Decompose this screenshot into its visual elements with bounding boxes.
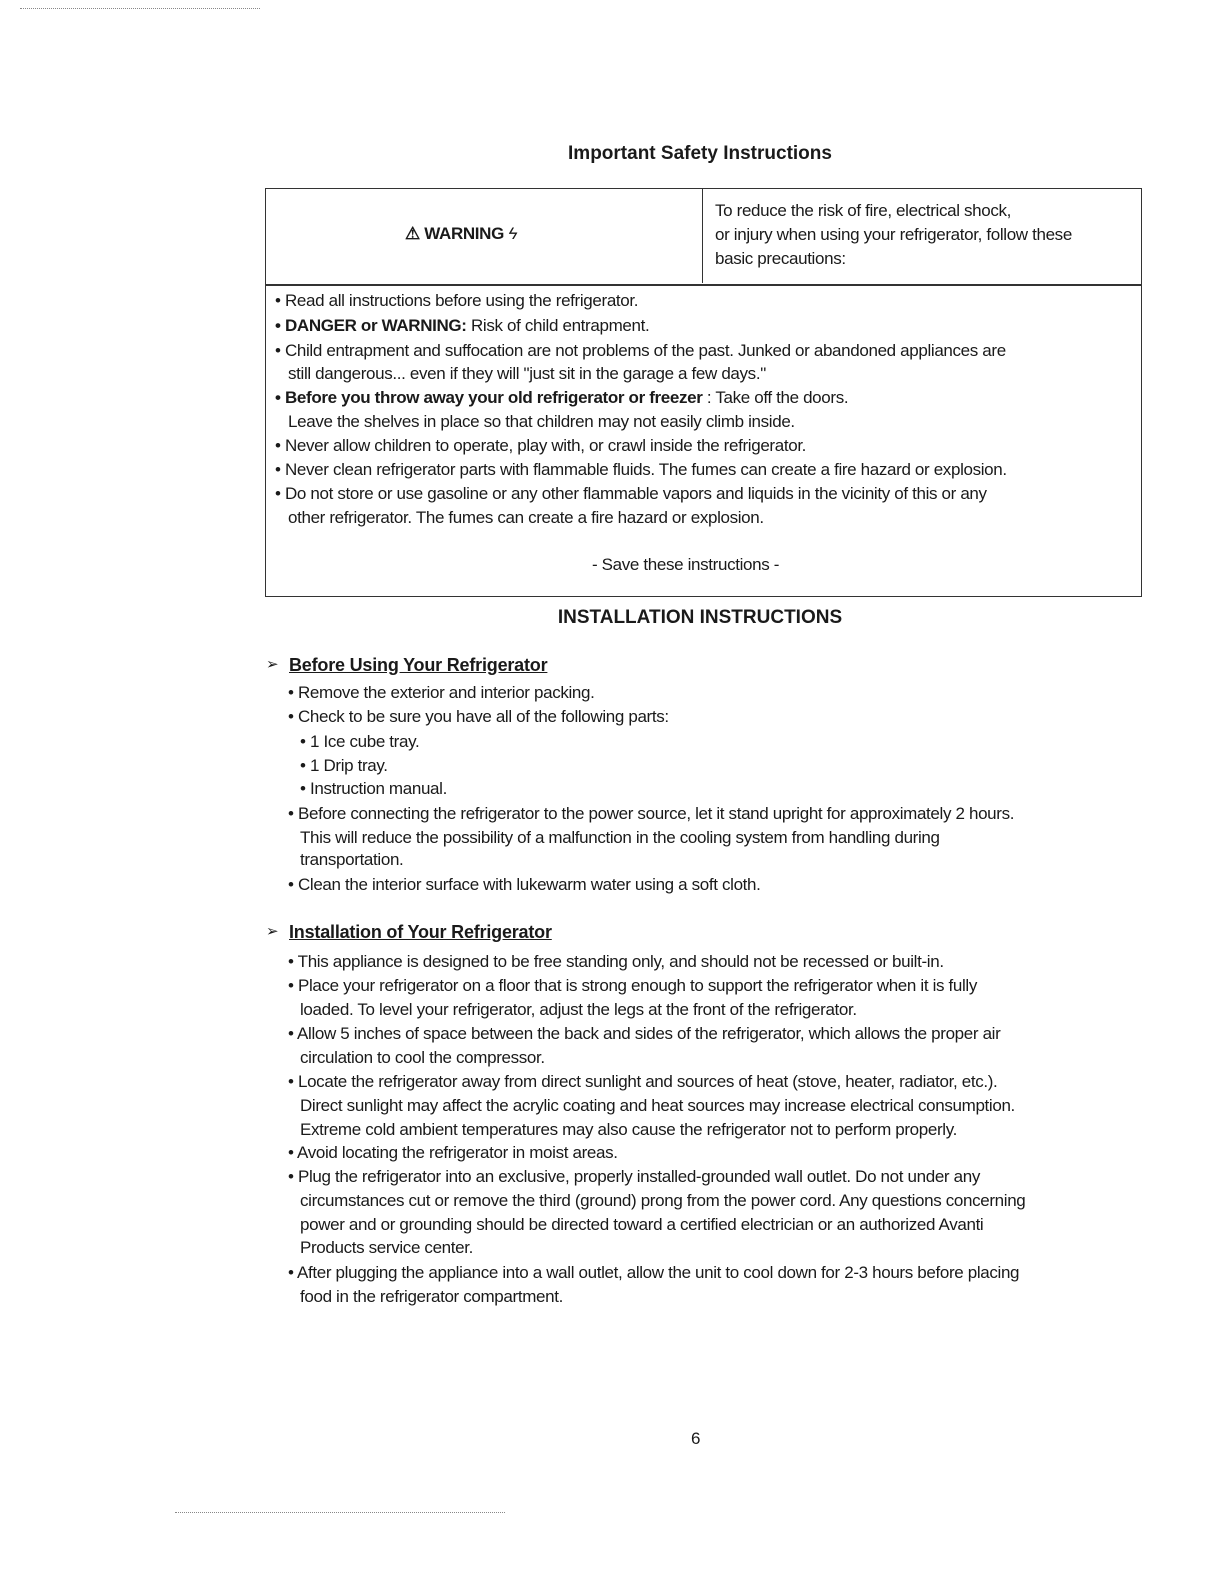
section-line: circumstances cut or remove the third (ground) prong from the power cord. Any questions concerning <box>300 1191 1026 1210</box>
section-line: • After plugging the appliance into a wall outlet, allow the unit to cool down for 2-3 hours before placing <box>288 1263 1020 1282</box>
safety-item-line <box>288 412 795 432</box>
safety-item-text: • Do not store or use gasoline or any other flammable vapors and liquids in the vicinity of this or any <box>275 484 987 503</box>
safety-item-text: : Take off the doors. <box>702 388 849 407</box>
safety-item-line <box>275 341 1006 361</box>
section-line: • Remove the exterior and interior packing. <box>288 683 595 702</box>
safety-item-emphasis: • Before you throw away your old refrigerator or freezer <box>275 388 703 407</box>
installation-title: INSTALLATION INSTRUCTIONS <box>557 607 843 628</box>
scan-artifact <box>175 1512 505 1513</box>
page-number: 6 <box>691 1429 701 1448</box>
section-line: Products service center. <box>300 1238 474 1257</box>
warning-text-line: To reduce the risk of fire, electrical shock, <box>715 201 1012 220</box>
safety-item-line <box>275 484 987 504</box>
section-line: • Before connecting the refrigerator to the power source, let it stand upright for approximately 2 hours. <box>288 804 1015 823</box>
page-title: Important Safety Instructions <box>568 143 832 164</box>
section-arrow-icon: ➢ <box>266 923 279 940</box>
section-heading: Installation of Your Refrigerator <box>289 922 552 942</box>
safety-item-line <box>288 364 766 384</box>
scan-artifact <box>20 8 260 9</box>
section-line: • 1 Ice cube tray. <box>300 732 420 751</box>
safety-item-line <box>275 460 1007 480</box>
section-line: • Instruction manual. <box>300 779 447 798</box>
section-line: • Clean the interior surface with lukewarm water using a soft cloth. <box>288 875 761 894</box>
warning-text-line: basic precautions: <box>715 249 846 268</box>
section-line: • Check to be sure you have all of the following parts: <box>288 707 669 726</box>
warning-text-line: or injury when using your refrigerator, follow these <box>715 225 1072 244</box>
warning-divider <box>702 188 703 283</box>
warning-label: WARNING <box>424 224 504 243</box>
safety-item-text: • Never clean refrigerator parts with flammable fluids. The fumes can create a fire hazard or explosion. <box>275 460 1007 479</box>
section-line: power and or grounding should be directed toward a certified electrician or an authorized Avanti <box>300 1215 984 1234</box>
save-note: - Save these instructions - <box>592 555 780 574</box>
safety-item-line <box>275 388 848 408</box>
section-line: • Allow 5 inches of space between the back and sides of the refrigerator, which allows the proper air <box>288 1024 1001 1043</box>
safety-item-text: other refrigerator. The fumes can create a fire hazard or explosion. <box>288 508 764 527</box>
section-line: loaded. To level your refrigerator, adjust the legs at the front of the refrigerator. <box>300 1000 857 1019</box>
safety-item-line <box>288 508 764 528</box>
section-line: food in the refrigerator compartment. <box>300 1287 563 1306</box>
section-arrow-icon: ➢ <box>266 656 279 673</box>
safety-item-text: • Never allow children to operate, play with, or crawl inside the refrigerator. <box>275 436 807 455</box>
safety-item-emphasis: • DANGER or WARNING: <box>275 316 467 335</box>
safety-item-text: still dangerous... even if they will "just sit in the garage a few days." <box>288 364 766 383</box>
section-line: Direct sunlight may affect the acrylic coating and heat sources may increase electrical consumption. <box>300 1096 1015 1115</box>
section-line: • 1 Drip tray. <box>300 756 388 775</box>
section-line: • Avoid locating the refrigerator in moist areas. <box>288 1143 618 1162</box>
section-line: • Locate the refrigerator away from direct sunlight and sources of heat (stove, heater, radiator, etc.). <box>288 1072 998 1091</box>
section-line: circulation to cool the compressor. <box>300 1048 545 1067</box>
section-heading: Before Using Your Refrigerator <box>289 655 548 675</box>
safety-item-line <box>275 436 806 456</box>
electric-shock-icon: ϟ <box>508 224 518 243</box>
safety-item-text: Risk of child entrapment. <box>466 316 650 335</box>
section-line: • Plug the refrigerator into an exclusive, properly installed-grounded wall outlet. Do not under any <box>288 1167 980 1186</box>
safety-item-line <box>275 291 638 311</box>
section-line: • Place your refrigerator on a floor that is strong enough to support the refrigerator when it is fully <box>288 976 977 995</box>
section-line: Extreme cold ambient temperatures may also cause the refrigerator not to perform properly. <box>300 1120 957 1139</box>
safety-item-text: Leave the shelves in place so that children may not easily climb inside. <box>288 412 795 431</box>
safety-item-text: • Child entrapment and suffocation are not problems of the past. Junked or abandoned appliances are <box>275 341 1006 360</box>
warning-triangle-icon: ⚠ <box>405 224 420 243</box>
warning-heading <box>405 224 517 244</box>
safety-item-text: • Read all instructions before using the refrigerator. <box>275 291 639 310</box>
section-line: transportation. <box>300 850 404 869</box>
section-line: • This appliance is designed to be free standing only, and should not be recessed or built-in. <box>288 952 944 971</box>
section-line: This will reduce the possibility of a malfunction in the cooling system from handling during <box>300 828 940 847</box>
safety-item-line <box>275 316 649 336</box>
